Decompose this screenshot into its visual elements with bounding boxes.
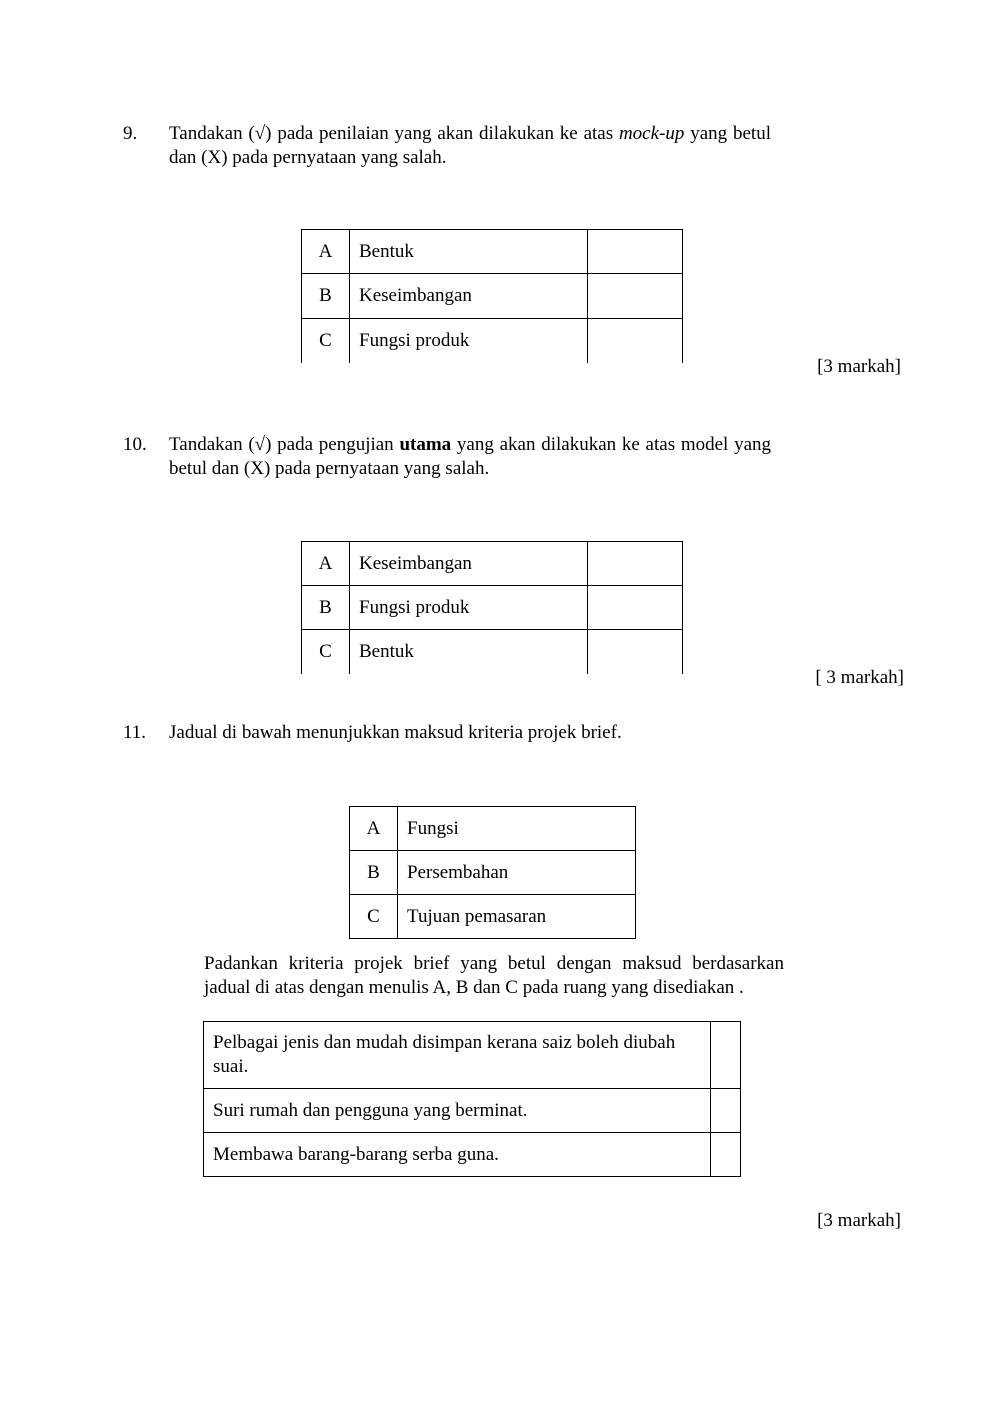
table-row (350, 851, 636, 895)
q9-marks: [3 markah] (817, 356, 901, 377)
q10-question-text: Tandakan (√) pada pengujian utama yang akan dilakukan ke atas model yang betul dan (X) pada pernyataan yang salah. (169, 434, 772, 479)
q11-criteria-table (349, 806, 636, 939)
table-row (350, 895, 636, 939)
option-label: Bentuk (350, 230, 588, 274)
option-label: Keseimbangan (350, 542, 588, 586)
table-row (204, 1089, 741, 1133)
q9-options-table (301, 229, 683, 363)
criteria-letter: B (350, 851, 398, 895)
answer-cell[interactable] (711, 1089, 741, 1133)
criteria-letter: C (350, 895, 398, 939)
criteria-letter: A (350, 807, 398, 851)
table-row (302, 630, 683, 674)
q11-question-text: Jadual di bawah menunjukkan maksud kriteria projek brief. (169, 722, 622, 743)
q10-marks: [ 3 markah] (815, 667, 904, 688)
option-letter: B (302, 586, 350, 630)
q11-number: 11. (123, 722, 147, 743)
table-row (302, 319, 683, 363)
q11-marks: [3 markah] (817, 1210, 901, 1231)
criteria-label: Fungsi (398, 807, 636, 851)
option-letter: C (302, 319, 350, 363)
q11-instruction: Padankan kriteria projek brief yang betul dengan maksud berdasarkan jadual di atas dengan menulis A, B dan C pada ruang yang disediakan . (204, 953, 784, 998)
option-label: Fungsi produk (350, 586, 588, 630)
match-description: Membawa barang-barang serba guna. (204, 1133, 711, 1177)
q10-options-table (301, 541, 683, 674)
match-description: Suri rumah dan pengguna yang berminat. (204, 1089, 711, 1133)
match-description: Pelbagai jenis dan mudah disimpan kerana saiz boleh diubah suai. (204, 1022, 711, 1089)
table-row (204, 1022, 741, 1089)
answer-cell[interactable] (588, 319, 683, 363)
q9-number: 9. (123, 123, 138, 144)
q11-matching-table (203, 1021, 741, 1177)
option-label: Fungsi produk (350, 319, 588, 363)
criteria-label: Persembahan (398, 851, 636, 895)
option-letter: C (302, 630, 350, 674)
answer-cell[interactable] (588, 586, 683, 630)
answer-cell[interactable] (588, 630, 683, 674)
criteria-label: Tujuan pemasaran (398, 895, 636, 939)
option-label: Keseimbangan (350, 274, 588, 319)
table-row (350, 807, 636, 851)
answer-cell[interactable] (588, 542, 683, 586)
option-letter: A (302, 230, 350, 274)
q10-number: 10. (123, 434, 147, 455)
answer-cell[interactable] (711, 1022, 741, 1089)
table-row (204, 1133, 741, 1177)
option-label: Bentuk (350, 630, 588, 674)
table-row (302, 274, 683, 319)
answer-cell[interactable] (711, 1133, 741, 1177)
table-row (302, 586, 683, 630)
table-row (302, 542, 683, 586)
answer-cell[interactable] (588, 230, 683, 274)
q9-question-text: Tandakan (√) pada penilaian yang akan dilakukan ke atas mock-up yang betul dan (X) pada pernyataan yang salah. (169, 123, 771, 168)
answer-cell[interactable] (588, 274, 683, 319)
option-letter: B (302, 274, 350, 319)
table-row (302, 230, 683, 274)
option-letter: A (302, 542, 350, 586)
